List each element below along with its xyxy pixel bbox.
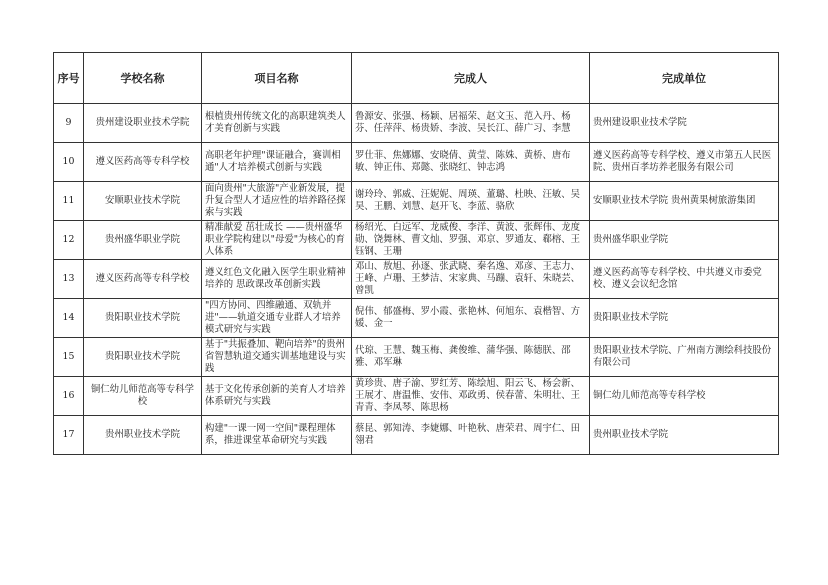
row-unit: 安顺职业技术学院 贵州黄果树旅游集团	[590, 182, 779, 221]
header-people: 完成人	[352, 53, 590, 104]
row-seq: 16	[54, 377, 84, 416]
row-unit: 遵义医药高等专科学校、遵义市第五人民医院、贵州百孝坊养老服务有限公司	[590, 143, 779, 182]
row-project: 根植贵州传统文化的高职建筑类人才美育创新与实践	[202, 104, 352, 143]
row-people: 谢玲玲、郭威、汪妮妮、周瑛、董璐、杜映、汪敏、吴昊、王鹏、刘慧、赵开飞、李蓝、骆欣	[352, 182, 590, 221]
table-row	[54, 299, 779, 338]
row-school: 贵州建设职业技术学院	[84, 104, 202, 143]
header-unit: 完成单位	[590, 53, 779, 104]
header-seq: 序号	[54, 53, 84, 104]
row-people: 倪伟、郁盛梅、罗小霞、张艳林、何旭东、袁楷智、方媛、金一	[352, 299, 590, 338]
row-school: 遵义医药高等专科学校	[84, 143, 202, 182]
row-people: 罗仕菲、焦娜娜、安晓倩、黄莹、陈姝、黄桥、唐布敏、钟正伟、郑懿、张晓红、钟志鸿	[352, 143, 590, 182]
row-seq: 12	[54, 221, 84, 260]
row-seq: 10	[54, 143, 84, 182]
row-project: 构建"一课一网一空间"课程理体系，推进课堂革命研究与实践	[202, 416, 352, 455]
table-row	[54, 104, 779, 143]
row-school: 贵阳职业技术学院	[84, 338, 202, 377]
row-unit: 贵州建设职业技术学院	[590, 104, 779, 143]
row-seq: 11	[54, 182, 84, 221]
row-people: 邓山、敖旭、孙逐、张武晓、秦名逸、邓彦、王志力、王峰、卢珊、王梦洁、宋家典、马蹦、袁轩、朱晓芸、曾凯	[352, 260, 590, 299]
table-row	[54, 338, 779, 377]
row-seq: 14	[54, 299, 84, 338]
table-row	[54, 182, 779, 221]
row-seq: 13	[54, 260, 84, 299]
row-people: 鲁源安、张强、杨颖、居福荣、赵文玉、范入丹、杨芬、任萍萍、杨贵娇、李波、吴长江、薛广习、李慧	[352, 104, 590, 143]
row-unit: 贵州盛华职业学院	[590, 221, 779, 260]
table-row	[54, 143, 779, 182]
row-school: 安顺职业技术学院	[84, 182, 202, 221]
row-seq: 9	[54, 104, 84, 143]
row-project: 基于"共振叠加、靶向培养"的贵州省智慧轨道交通实训基地建设与实践	[202, 338, 352, 377]
achievement-table	[53, 52, 779, 455]
row-people: 杨绍光、白远军、龙威俊、李洋、黄波、张辉伟、龙度勋、饶舞林、曹文灿、罗强、邓京、罗通友、郗榕、王钰钢、王珊	[352, 221, 590, 260]
row-project: 基于文化传承创新的美育人才培养体系研究与实践	[202, 377, 352, 416]
table-row	[54, 221, 779, 260]
header-school: 学校名称	[84, 53, 202, 104]
row-people: 蔡昆、郭知涛、李婕娜、叶艳秋、唐荣君、周宇仁、田翎君	[352, 416, 590, 455]
row-unit: 贵阳职业技术学院	[590, 299, 779, 338]
header-project: 项目名称	[202, 53, 352, 104]
row-school: 铜仁幼儿师范高等专科学校	[84, 377, 202, 416]
table-row	[54, 416, 779, 455]
row-seq: 15	[54, 338, 84, 377]
row-unit: 遵义医药高等专科学校、中共遵义市委党校、遵义会议纪念馆	[590, 260, 779, 299]
table-header-row	[54, 53, 779, 104]
row-project: 精准献爱 茁壮成长 ——贵州盛华职业学院构建以"母爱"为核心的育人体系	[202, 221, 352, 260]
table-row	[54, 260, 779, 299]
row-project: 面向贵州"大旅游"产业新发展，提升复合型人才适应性的培养路径探索与实践	[202, 182, 352, 221]
achievement-table-sheet	[53, 52, 778, 455]
row-people: 黄珍贵、唐子渝、罗红芳、陈绘旭、阳云飞、杨会新、王展才、唐温惟、安伟、邓政勇、侯春蕾、朱明壮、王青青、李凤琴、陈思杨	[352, 377, 590, 416]
row-unit: 贵州职业技术学院	[590, 416, 779, 455]
row-school: 贵州职业技术学院	[84, 416, 202, 455]
row-school: 贵阳职业技术学院	[84, 299, 202, 338]
row-project: 高职老年护理"课证融合，赛训相通"人才培养模式创新与实践	[202, 143, 352, 182]
row-project: "四方协同、四维融通、双轨并进"——轨道交通专业群人才培养模式研究与实践	[202, 299, 352, 338]
table-row	[54, 377, 779, 416]
row-people: 代琼、王慧、魏玉梅、龚俊维、蒲华强、陈德朕、邵雅、邓军琳	[352, 338, 590, 377]
row-school: 贵州盛华职业学院	[84, 221, 202, 260]
row-seq: 17	[54, 416, 84, 455]
row-unit: 铜仁幼儿师范高等专科学校	[590, 377, 779, 416]
row-unit: 贵阳职业技术学院、广州南方测绘科技股份有限公司	[590, 338, 779, 377]
row-project: 遵义红色文化融入医学生职业精神培养的 思政课改革创新实践	[202, 260, 352, 299]
row-school: 遵义医药高等专科学校	[84, 260, 202, 299]
